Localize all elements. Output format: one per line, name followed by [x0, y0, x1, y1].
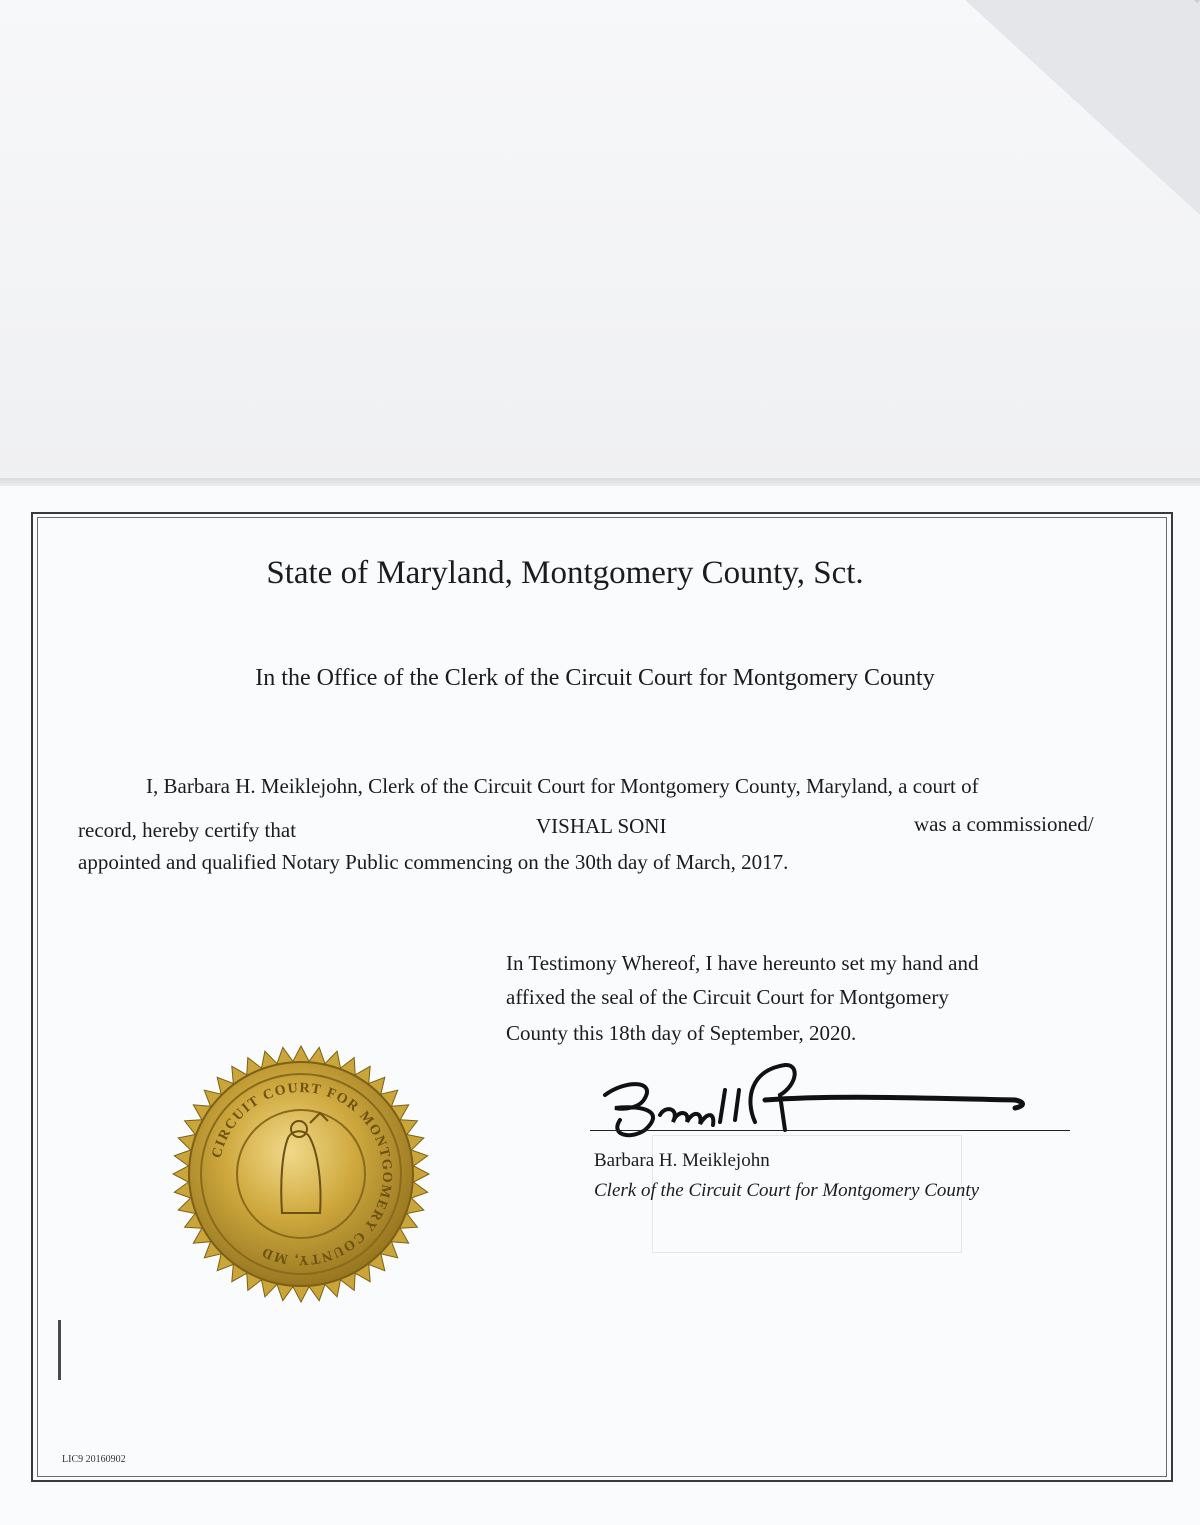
notary-name: VISHAL SONI: [536, 814, 667, 838]
gold-court-seal-icon: [170, 1043, 432, 1305]
heading-text: State of Maryland, Montgomery County, Sct.: [266, 555, 864, 591]
body-line-1: I, Barbara H. Meiklejohn, Clerk of the Circuit Court for Montgomery County, Maryland, a court of: [146, 774, 979, 798]
body-line-2-tail: was a commissioned/: [914, 812, 1094, 836]
certificate-subheading: In the Office of the Clerk of the Circuit Court for Montgomery County: [255, 665, 935, 691]
clerk-signature: [585, 1050, 1035, 1140]
signer-title: Clerk of the Circuit Court for Montgomery County: [594, 1180, 980, 1201]
testimony-line-2: affixed the seal of the Circuit Court for Montgomery: [506, 985, 949, 1009]
binding-mark: [58, 1320, 61, 1380]
body-line-2-lead: record, hereby certify that: [78, 818, 297, 842]
signer-name: Barbara H. Meiklejohn: [594, 1150, 770, 1171]
signature-line: [590, 1130, 1070, 1131]
testimony-line-3: County this 18th day of September, 2020.: [506, 1021, 857, 1045]
seal-text: CIRCUIT COURT FOR MONTGOMERY COUNTY, MD: [209, 1080, 395, 1268]
form-code: LIC9 20160902: [62, 1454, 126, 1465]
certificate-heading: [0, 555, 1130, 592]
folded-corner: [965, 0, 1200, 215]
body-line-3: appointed and qualified Notary Public commencing on the 30th day of March, 2017.: [78, 850, 789, 874]
testimony-line-1: In Testimony Whereof, I have hereunto set my hand and: [506, 951, 979, 975]
